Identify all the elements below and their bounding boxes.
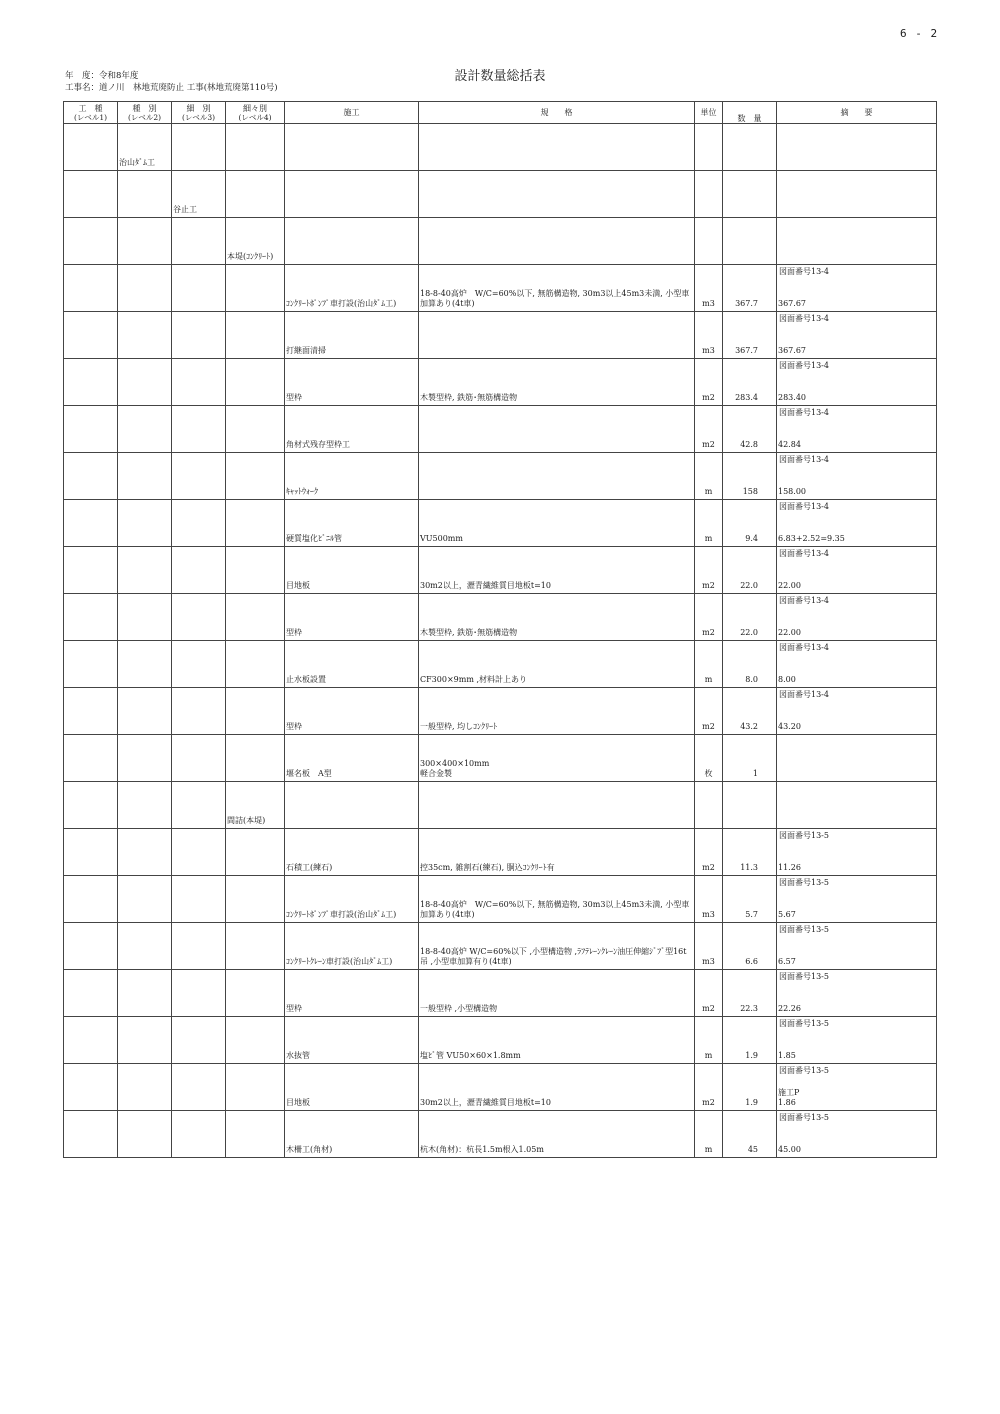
cell-level4 bbox=[226, 171, 285, 218]
table-row bbox=[64, 171, 937, 218]
cell-level1 bbox=[64, 829, 118, 876]
header-level4: 細々別 (レベル4) bbox=[226, 102, 285, 124]
drawing-number: 図面番号13-4 bbox=[779, 361, 829, 370]
cell-remarks bbox=[777, 1111, 937, 1158]
drawing-number: 図面番号13-4 bbox=[779, 502, 829, 511]
table-row bbox=[64, 688, 937, 735]
page-number: 6 - 2 bbox=[900, 27, 939, 40]
quantity-summary-table bbox=[63, 101, 937, 1158]
cell-quantity: 367.7 bbox=[723, 312, 777, 359]
table-row bbox=[64, 312, 937, 359]
header-remarks: 摘 要 bbox=[777, 102, 937, 124]
cell-unit bbox=[695, 782, 723, 829]
cell-level3 bbox=[172, 312, 226, 359]
cell-remarks bbox=[777, 453, 937, 500]
cell-unit: m2 bbox=[695, 359, 723, 406]
drawing-number: 図面番号13-4 bbox=[779, 549, 829, 558]
cell-level2 bbox=[118, 312, 172, 359]
document-title: 設計数量総括表 bbox=[454, 69, 546, 84]
cell-level1 bbox=[64, 782, 118, 829]
cell-spec bbox=[419, 171, 695, 218]
cell-level4 bbox=[226, 970, 285, 1017]
cell-quantity: 1.9 bbox=[723, 1017, 777, 1064]
cell-level3 bbox=[172, 1111, 226, 1158]
cell-work: 型枠 bbox=[285, 359, 419, 406]
drawing-number: 図面番号13-4 bbox=[779, 267, 829, 276]
cell-level4 bbox=[226, 688, 285, 735]
table-row bbox=[64, 359, 937, 406]
header-unit: 単位 bbox=[695, 102, 723, 124]
cell-unit: m bbox=[695, 641, 723, 688]
cell-level1 bbox=[64, 124, 118, 171]
cell-level1 bbox=[64, 218, 118, 265]
cell-quantity: 22.0 bbox=[723, 594, 777, 641]
cell-level4 bbox=[226, 1017, 285, 1064]
cell-work: ｺﾝｸﾘｰﾄｸﾚｰﾝ車打設(治山ﾀﾞﾑ工) bbox=[285, 923, 419, 970]
cell-level4 bbox=[226, 641, 285, 688]
cell-level2 bbox=[118, 594, 172, 641]
cell-remarks bbox=[777, 970, 937, 1017]
cell-spec: 18-8-40高炉 W/C=60%以下, 無筋構造物, 30m3以上45m3未満, 小型車加算あり(4t車) bbox=[419, 876, 695, 923]
remarks-value: 22.00 bbox=[778, 628, 801, 637]
cell-level3 bbox=[172, 1064, 226, 1111]
cell-spec: 塩ﾋﾞ管 VU50×60×1.8mm bbox=[419, 1017, 695, 1064]
table-row bbox=[64, 124, 937, 171]
cell-quantity: 367.7 bbox=[723, 265, 777, 312]
cell-level1 bbox=[64, 359, 118, 406]
cell-level4 bbox=[226, 359, 285, 406]
cell-level4 bbox=[226, 312, 285, 359]
cell-level1 bbox=[64, 312, 118, 359]
remarks-value: 283.40 bbox=[778, 393, 806, 402]
cell-level2 bbox=[118, 500, 172, 547]
cell-unit: m2 bbox=[695, 406, 723, 453]
cell-work bbox=[285, 782, 419, 829]
cell-level3 bbox=[172, 547, 226, 594]
cell-work: 目地板 bbox=[285, 547, 419, 594]
cell-level4 bbox=[226, 453, 285, 500]
cell-level1 bbox=[64, 547, 118, 594]
cell-spec: 木製型枠, 鉄筋･無筋構造物 bbox=[419, 359, 695, 406]
cell-remarks bbox=[777, 641, 937, 688]
cell-spec: 木製型枠, 鉄筋･無筋構造物 bbox=[419, 594, 695, 641]
table-row bbox=[64, 970, 937, 1017]
cell-level3 bbox=[172, 124, 226, 171]
cell-level1 bbox=[64, 500, 118, 547]
cell-work: 木柵工(角材) bbox=[285, 1111, 419, 1158]
cell-quantity: 43.2 bbox=[723, 688, 777, 735]
cell-remarks bbox=[777, 312, 937, 359]
drawing-number: 図面番号13-4 bbox=[779, 455, 829, 464]
cell-work: 石積工(練石) bbox=[285, 829, 419, 876]
table-row bbox=[64, 218, 937, 265]
cell-spec: 30m2以上，瀝青繊維質目地板t=10 bbox=[419, 547, 695, 594]
cell-level4 bbox=[226, 876, 285, 923]
cell-unit: m2 bbox=[695, 970, 723, 1017]
header-spec: 規 格 bbox=[419, 102, 695, 124]
project-name: 工事名：道ノ川 林地荒廃防止 工事(林地荒廃第110号) bbox=[65, 83, 278, 93]
cell-level4 bbox=[226, 547, 285, 594]
cell-work: ｺﾝｸﾘｰﾄﾎﾟﾝﾌﾟ車打設(治山ﾀﾞﾑ工) bbox=[285, 265, 419, 312]
fiscal-year: 年 度：令和8年度 bbox=[65, 71, 139, 81]
cell-unit: m2 bbox=[695, 829, 723, 876]
cell-level3 bbox=[172, 641, 226, 688]
table-row bbox=[64, 594, 937, 641]
cell-level4 bbox=[226, 594, 285, 641]
remarks-value: 8.00 bbox=[778, 675, 796, 684]
cell-level3 bbox=[172, 970, 226, 1017]
cell-unit: 枚 bbox=[695, 735, 723, 782]
remarks-value: 367.67 bbox=[778, 299, 806, 308]
cell-level1 bbox=[64, 735, 118, 782]
header-quantity: 数 量 bbox=[723, 102, 777, 124]
drawing-number: 図面番号13-4 bbox=[779, 314, 829, 323]
drawing-number: 図面番号13-5 bbox=[779, 972, 829, 981]
cell-work: 型枠 bbox=[285, 970, 419, 1017]
table-row bbox=[64, 829, 937, 876]
cell-remarks bbox=[777, 1017, 937, 1064]
cell-level2 bbox=[118, 1064, 172, 1111]
cell-level2 bbox=[118, 829, 172, 876]
cell-level4 bbox=[226, 500, 285, 547]
table-row bbox=[64, 453, 937, 500]
cell-level3 bbox=[172, 923, 226, 970]
cell-quantity bbox=[723, 171, 777, 218]
cell-unit bbox=[695, 218, 723, 265]
cell-level1 bbox=[64, 265, 118, 312]
table-row bbox=[64, 1111, 937, 1158]
cell-level1 bbox=[64, 1111, 118, 1158]
cell-level2 bbox=[118, 453, 172, 500]
cell-level1 bbox=[64, 876, 118, 923]
remarks-value: 6.83+2.52=9.35 bbox=[778, 534, 845, 543]
cell-level1 bbox=[64, 1064, 118, 1111]
cell-level2 bbox=[118, 406, 172, 453]
cell-remarks bbox=[777, 1064, 937, 1111]
cell-unit: m bbox=[695, 453, 723, 500]
cell-spec: 300×400×10mm 軽合金製 bbox=[419, 735, 695, 782]
cell-remarks bbox=[777, 594, 937, 641]
cell-spec bbox=[419, 124, 695, 171]
drawing-number: 図面番号13-5 bbox=[779, 878, 829, 887]
cell-level2 bbox=[118, 970, 172, 1017]
cell-level4 bbox=[226, 923, 285, 970]
header-level3: 細 別 (レベル3) bbox=[172, 102, 226, 124]
cell-work: 水抜管 bbox=[285, 1017, 419, 1064]
cell-level2: 治山ﾀﾞﾑ工 bbox=[118, 124, 172, 171]
header-work: 施工 bbox=[285, 102, 419, 124]
cell-quantity: 22.3 bbox=[723, 970, 777, 1017]
cell-level1 bbox=[64, 171, 118, 218]
cell-quantity: 45 bbox=[723, 1111, 777, 1158]
remarks-value: 22.00 bbox=[778, 581, 801, 590]
drawing-number: 図面番号13-5 bbox=[779, 831, 829, 840]
cell-remarks bbox=[777, 265, 937, 312]
cell-work: 型枠 bbox=[285, 594, 419, 641]
table-row bbox=[64, 876, 937, 923]
remarks-value: 1.85 bbox=[778, 1051, 796, 1060]
table-row bbox=[64, 1017, 937, 1064]
cell-remarks bbox=[777, 735, 937, 782]
cell-level2 bbox=[118, 1017, 172, 1064]
table-header-row bbox=[64, 102, 937, 124]
cell-quantity: 22.0 bbox=[723, 547, 777, 594]
cell-level2 bbox=[118, 688, 172, 735]
cell-work: 硬質塩化ﾋﾞﾆﾙ管 bbox=[285, 500, 419, 547]
cell-quantity: 6.6 bbox=[723, 923, 777, 970]
cell-level1 bbox=[64, 1017, 118, 1064]
cell-spec: 18-8-40高炉 W/C=60%以下, 無筋構造物, 30m3以上45m3未満, 小型車加算あり(4t車) bbox=[419, 265, 695, 312]
cell-spec bbox=[419, 312, 695, 359]
cell-spec: 一般型枠, 均しｺﾝｸﾘｰﾄ bbox=[419, 688, 695, 735]
cell-unit: m3 bbox=[695, 876, 723, 923]
cell-unit bbox=[695, 124, 723, 171]
cell-level1 bbox=[64, 406, 118, 453]
cell-quantity bbox=[723, 782, 777, 829]
cell-work bbox=[285, 218, 419, 265]
cell-spec bbox=[419, 218, 695, 265]
cell-quantity: 8.0 bbox=[723, 641, 777, 688]
cell-quantity: 5.7 bbox=[723, 876, 777, 923]
cell-unit: m2 bbox=[695, 688, 723, 735]
cell-level1 bbox=[64, 970, 118, 1017]
drawing-number: 図面番号13-4 bbox=[779, 408, 829, 417]
cell-remarks bbox=[777, 829, 937, 876]
cell-work: 打継面清掃 bbox=[285, 312, 419, 359]
cell-quantity: 9.4 bbox=[723, 500, 777, 547]
cell-remarks bbox=[777, 782, 937, 829]
cell-remarks bbox=[777, 218, 937, 265]
cell-level3: 谷止工 bbox=[172, 171, 226, 218]
cell-remarks bbox=[777, 359, 937, 406]
cell-level1 bbox=[64, 453, 118, 500]
drawing-number: 図面番号13-5 bbox=[779, 1113, 829, 1122]
table-row bbox=[64, 500, 937, 547]
cell-level3 bbox=[172, 359, 226, 406]
cell-quantity: 11.3 bbox=[723, 829, 777, 876]
cell-quantity bbox=[723, 218, 777, 265]
cell-work: 目地板 bbox=[285, 1064, 419, 1111]
remarks-value: 45.00 bbox=[778, 1145, 801, 1154]
cell-level4 bbox=[226, 265, 285, 312]
cell-level1 bbox=[64, 641, 118, 688]
cell-level3 bbox=[172, 500, 226, 547]
cell-level3 bbox=[172, 218, 226, 265]
cell-level1 bbox=[64, 688, 118, 735]
cell-quantity: 283.4 bbox=[723, 359, 777, 406]
cell-work: 堰名板 A型 bbox=[285, 735, 419, 782]
table-row bbox=[64, 265, 937, 312]
cell-unit bbox=[695, 171, 723, 218]
cell-level2 bbox=[118, 735, 172, 782]
cell-spec: VU500mm bbox=[419, 500, 695, 547]
cell-level3 bbox=[172, 406, 226, 453]
drawing-number: 図面番号13-5 bbox=[779, 1066, 829, 1075]
cell-level2 bbox=[118, 923, 172, 970]
cell-level3 bbox=[172, 594, 226, 641]
remarks-value: 367.67 bbox=[778, 346, 806, 355]
cell-level2 bbox=[118, 547, 172, 594]
cell-level2 bbox=[118, 265, 172, 312]
cell-spec: 控35cm, 雑割石(練石), 胴込ｺﾝｸﾘｰﾄ有 bbox=[419, 829, 695, 876]
cell-work: ｷｬｯﾄｳｫｰｸ bbox=[285, 453, 419, 500]
cell-level2 bbox=[118, 171, 172, 218]
cell-work bbox=[285, 124, 419, 171]
cell-level4 bbox=[226, 829, 285, 876]
cell-level2 bbox=[118, 218, 172, 265]
remarks-value: 42.84 bbox=[778, 440, 801, 449]
cell-remarks bbox=[777, 876, 937, 923]
table-row bbox=[64, 1064, 937, 1111]
cell-unit: m3 bbox=[695, 312, 723, 359]
table-row bbox=[64, 547, 937, 594]
cell-unit: m3 bbox=[695, 265, 723, 312]
cell-remarks bbox=[777, 923, 937, 970]
remarks-value: 5.67 bbox=[778, 910, 796, 919]
cell-level4 bbox=[226, 1064, 285, 1111]
cell-work: 型枠 bbox=[285, 688, 419, 735]
cell-spec: 杭木(角材)：杭長1.5m根入1.05m bbox=[419, 1111, 695, 1158]
drawing-number: 図面番号13-5 bbox=[779, 1019, 829, 1028]
cell-unit: m bbox=[695, 1017, 723, 1064]
cell-level3 bbox=[172, 265, 226, 312]
table-row bbox=[64, 641, 937, 688]
table-row bbox=[64, 782, 937, 829]
cell-quantity: 42.8 bbox=[723, 406, 777, 453]
table-row bbox=[64, 406, 937, 453]
cell-work: ｺﾝｸﾘｰﾄﾎﾟﾝﾌﾟ車打設(治山ﾀﾞﾑ工) bbox=[285, 876, 419, 923]
cell-unit: m2 bbox=[695, 1064, 723, 1111]
cell-level4 bbox=[226, 1111, 285, 1158]
cell-level3 bbox=[172, 876, 226, 923]
cell-level3 bbox=[172, 829, 226, 876]
cell-level2 bbox=[118, 641, 172, 688]
remarks-value: 158.00 bbox=[778, 487, 806, 496]
cell-remarks bbox=[777, 688, 937, 735]
header-level1: 工 種 (レベル1) bbox=[64, 102, 118, 124]
cell-level1 bbox=[64, 923, 118, 970]
cell-level4: 間詰(本堤) bbox=[226, 782, 285, 829]
drawing-number: 図面番号13-4 bbox=[779, 643, 829, 652]
cell-level1 bbox=[64, 594, 118, 641]
cell-level3 bbox=[172, 453, 226, 500]
cell-unit: m3 bbox=[695, 923, 723, 970]
cell-work bbox=[285, 171, 419, 218]
cell-spec bbox=[419, 453, 695, 500]
drawing-number: 図面番号13-5 bbox=[779, 925, 829, 934]
remarks-value: 施工P 1.86 bbox=[778, 1088, 800, 1107]
cell-unit: m bbox=[695, 1111, 723, 1158]
cell-work: 角材式残存型枠工 bbox=[285, 406, 419, 453]
table-row bbox=[64, 923, 937, 970]
cell-level4: 本堤(ｺﾝｸﾘｰﾄ) bbox=[226, 218, 285, 265]
cell-unit: m bbox=[695, 500, 723, 547]
cell-unit: m2 bbox=[695, 547, 723, 594]
cell-remarks bbox=[777, 124, 937, 171]
cell-spec: 30m2以上，瀝青繊維質目地板t=10 bbox=[419, 1064, 695, 1111]
cell-level2 bbox=[118, 359, 172, 406]
cell-level2 bbox=[118, 876, 172, 923]
drawing-number: 図面番号13-4 bbox=[779, 690, 829, 699]
cell-quantity: 1 bbox=[723, 735, 777, 782]
cell-level3 bbox=[172, 688, 226, 735]
cell-level4 bbox=[226, 735, 285, 782]
cell-spec: 一般型枠 ,小型構造物 bbox=[419, 970, 695, 1017]
cell-level3 bbox=[172, 1017, 226, 1064]
cell-remarks bbox=[777, 500, 937, 547]
cell-level3 bbox=[172, 782, 226, 829]
remarks-value: 11.26 bbox=[778, 863, 801, 872]
cell-quantity: 158 bbox=[723, 453, 777, 500]
cell-level4 bbox=[226, 406, 285, 453]
cell-level3 bbox=[172, 735, 226, 782]
cell-level4 bbox=[226, 124, 285, 171]
cell-remarks bbox=[777, 547, 937, 594]
cell-spec bbox=[419, 406, 695, 453]
table-row bbox=[64, 735, 937, 782]
cell-spec: CF300×9mm ,材料計上あり bbox=[419, 641, 695, 688]
cell-spec: 18-8-40高炉 W/C=60%以下 ,小型構造物 ,ﾗﾌﾃﾚｰﾝｸﾚｰﾝ油圧伸縮ｼﾞﾌﾞ型16t吊 ,小型車加算有り(4t車) bbox=[419, 923, 695, 970]
drawing-number: 図面番号13-4 bbox=[779, 596, 829, 605]
cell-level2 bbox=[118, 782, 172, 829]
remarks-value: 22.26 bbox=[778, 1004, 801, 1013]
cell-unit: m2 bbox=[695, 594, 723, 641]
cell-quantity: 1.9 bbox=[723, 1064, 777, 1111]
remarks-value: 6.57 bbox=[778, 957, 796, 966]
cell-remarks bbox=[777, 171, 937, 218]
cell-remarks bbox=[777, 406, 937, 453]
cell-spec bbox=[419, 782, 695, 829]
cell-level2 bbox=[118, 1111, 172, 1158]
cell-quantity bbox=[723, 124, 777, 171]
header-level2: 種 別 (レベル2) bbox=[118, 102, 172, 124]
cell-work: 止水板設置 bbox=[285, 641, 419, 688]
remarks-value: 43.20 bbox=[778, 722, 801, 731]
